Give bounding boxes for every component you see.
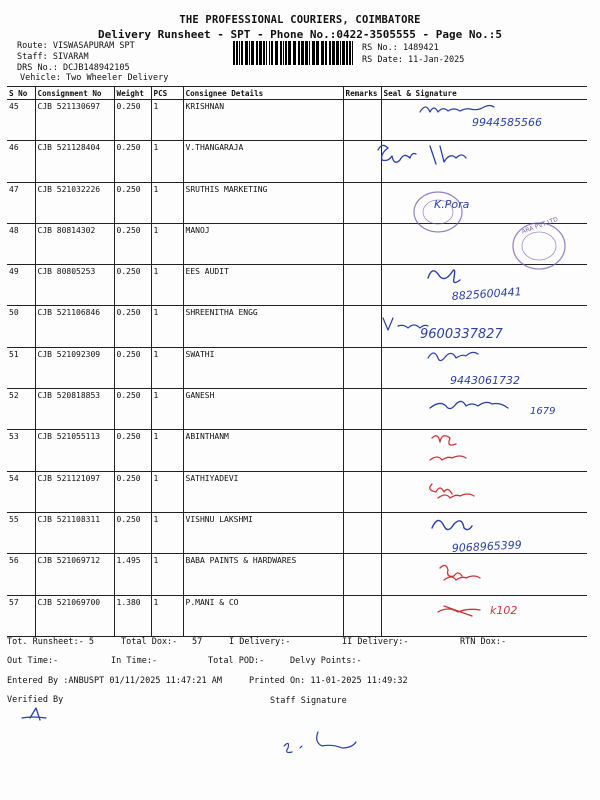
row-consignee: VISHNU LAKSHMI: [183, 512, 343, 553]
table-body: [7, 100, 587, 637]
runsheet-subtitle: Delivery Runsheet - SPT - Phone No.:0422-3505555 - Page No.:5: [98, 28, 502, 41]
row-signature: [381, 512, 587, 553]
ii-delivery: II Delivery:-: [342, 637, 409, 647]
row-remarks: [343, 512, 381, 553]
row-weight: 0.250: [114, 430, 151, 471]
delvy-points: Delvy Points:-: [290, 656, 362, 666]
row-signature: [381, 347, 587, 388]
row-weight: 0.250: [114, 141, 151, 182]
route-label: Route: VISWASAPURAM SPT: [17, 41, 135, 51]
row-consignment-no: CJB 80814302: [35, 223, 114, 264]
column-header: Consignment No: [35, 87, 114, 100]
row-pcs: 1: [151, 430, 183, 471]
drs-number: DRS No.: DCJB148942105: [17, 63, 130, 73]
table-row: [7, 430, 587, 471]
row-consignee: BABA PAINTS & HARDWARES: [183, 554, 343, 595]
table-row: [7, 347, 587, 388]
verified-by-signature: [22, 708, 46, 720]
row-sno: 50: [7, 306, 35, 347]
column-header: Consignee Details: [183, 87, 343, 100]
row-weight: 1.380: [114, 595, 151, 636]
table-row: [7, 554, 587, 595]
row-signature: [381, 100, 587, 141]
row-sno: 48: [7, 223, 35, 264]
entered-by: Entered By :ANBUSPT 01/11/2025 11:47:21 AM: [7, 676, 222, 686]
row-remarks: [343, 389, 381, 430]
column-header: PCS: [151, 87, 183, 100]
phone-row-55: 9068965399: [451, 538, 523, 555]
row-remarks: [343, 223, 381, 264]
runsheet-table: [7, 86, 587, 637]
table-row: [7, 471, 587, 512]
row-pcs: 1: [151, 223, 183, 264]
row-consignment-no: CJB 521069700: [35, 595, 114, 636]
row-remarks: [343, 471, 381, 512]
row-sno: 49: [7, 265, 35, 306]
in-time: In Time:-: [111, 656, 158, 666]
row-consignee: P.MANI & CO: [183, 595, 343, 636]
row-pcs: 1: [151, 595, 183, 636]
row-remarks: [343, 265, 381, 306]
row-signature: [381, 430, 587, 471]
rs-number: RS No.: 1489421: [362, 43, 439, 53]
row-pcs: 1: [151, 471, 183, 512]
row-consignee: SHREENITHA ENGG: [183, 306, 343, 347]
total-dox-label: Total Dox:-: [121, 637, 178, 647]
row-consignee: EES AUDIT: [183, 265, 343, 306]
row-signature: [381, 223, 587, 264]
table-row: [7, 182, 587, 223]
row-consignment-no: CJB 521128404: [35, 141, 114, 182]
row-consignment-no: CJB 521069712: [35, 554, 114, 595]
row-signature: [381, 471, 587, 512]
column-header: Weight: [114, 87, 151, 100]
row-pcs: 1: [151, 554, 183, 595]
column-header: Seal & Signature: [381, 87, 587, 100]
vehicle-label: Vehicle: Two Wheeler Delivery: [20, 73, 169, 83]
note-row-57: k102: [490, 604, 518, 617]
row-sno: 45: [7, 100, 35, 141]
row-remarks: [343, 347, 381, 388]
row-weight: 0.250: [114, 182, 151, 223]
rs-date: RS Date: 11-Jan-2025: [362, 55, 465, 65]
row-consignment-no: CJB 521108311: [35, 512, 114, 553]
staff-signature-label: Staff Signature: [270, 696, 347, 706]
row-pcs: 1: [151, 182, 183, 223]
table-row: [7, 141, 587, 182]
row-weight: 0.250: [114, 223, 151, 264]
row-consignee: SRUTHIS MARKETING: [183, 182, 343, 223]
table-header-row: [7, 87, 587, 100]
row-consignee: ABINTHANM: [183, 430, 343, 471]
row-signature: [381, 265, 587, 306]
row-pcs: 1: [151, 141, 183, 182]
row-sno: 51: [7, 347, 35, 388]
row-weight: 0.250: [114, 265, 151, 306]
row-signature: [381, 595, 587, 636]
row-consignee: V.THANGARAJA: [183, 141, 343, 182]
row-weight: 0.250: [114, 471, 151, 512]
row-weight: 0.250: [114, 100, 151, 141]
row-sno: 52: [7, 389, 35, 430]
total-pod: Total POD:-: [208, 656, 265, 666]
row-pcs: 1: [151, 265, 183, 306]
row-consignee: GANESH: [183, 389, 343, 430]
row-signature: [381, 182, 587, 223]
row-consignment-no: CJB 80805253: [35, 265, 114, 306]
row-sno: 47: [7, 182, 35, 223]
row-consignment-no: CJB 520818853: [35, 389, 114, 430]
stamp-row-48-text: ARA PVT LTD: [520, 215, 560, 236]
row-weight: 1.495: [114, 554, 151, 595]
printed-on: Printed On: 11-01-2025 11:49:32: [249, 676, 408, 686]
barcode-image: [232, 41, 357, 65]
row-consignee: SATHIYADEVI: [183, 471, 343, 512]
row-signature: [381, 306, 587, 347]
row-sno: 55: [7, 512, 35, 553]
row-remarks: [343, 554, 381, 595]
phone-row-52: 1679: [530, 406, 556, 417]
table-row: [7, 595, 587, 636]
row-consignment-no: CJB 521106846: [35, 306, 114, 347]
rtn-dox: RTN Dox:-: [460, 637, 507, 647]
staff-label: Staff: SIVARAM: [17, 52, 89, 62]
row-remarks: [343, 595, 381, 636]
row-remarks: [343, 182, 381, 223]
row-pcs: 1: [151, 100, 183, 141]
row-weight: 0.250: [114, 306, 151, 347]
row-remarks: [343, 306, 381, 347]
row-weight: 0.250: [114, 512, 151, 553]
row-sno: 46: [7, 141, 35, 182]
row-consignment-no: CJB 521055113: [35, 430, 114, 471]
signature-row-47: K.Pora: [434, 198, 470, 211]
row-consignment-no: CJB 521032226: [35, 182, 114, 223]
table-row: [7, 306, 587, 347]
row-sno: 56: [7, 554, 35, 595]
phone-row-51: 9443061732: [450, 374, 520, 387]
out-time: Out Time:-: [7, 656, 59, 666]
row-signature: [381, 554, 587, 595]
company-title: THE PROFESSIONAL COURIERS, COIMBATORE: [179, 14, 421, 26]
phone-row-45: 9944585566: [472, 116, 542, 129]
row-consignment-no: CJB 521130697: [35, 100, 114, 141]
row-sno: 53: [7, 430, 35, 471]
table-row: [7, 512, 587, 553]
total-dox-value: 57: [192, 637, 203, 647]
row-sno: 57: [7, 595, 35, 636]
verified-by: Verified By: [7, 695, 64, 705]
tot-runsheet: Tot. Runsheet:- 5: [7, 637, 94, 647]
table-row: [7, 100, 587, 141]
column-header: S No: [7, 87, 35, 100]
row-weight: 0.250: [114, 347, 151, 388]
row-pcs: 1: [151, 306, 183, 347]
row-consignee: KRISHNAN: [183, 100, 343, 141]
row-consignment-no: CJB 521092309: [35, 347, 114, 388]
i-delivery: I Delivery:-: [229, 637, 291, 647]
row-remarks: [343, 141, 381, 182]
table-row: [7, 223, 587, 264]
row-consignee: MANOJ: [183, 223, 343, 264]
row-sno: 54: [7, 471, 35, 512]
row-signature: [381, 389, 587, 430]
row-weight: 0.250: [114, 389, 151, 430]
row-remarks: [343, 430, 381, 471]
row-pcs: 1: [151, 347, 183, 388]
table-row: [7, 265, 587, 306]
row-consignee: SWATHI: [183, 347, 343, 388]
row-signature: [381, 141, 587, 182]
row-pcs: 1: [151, 512, 183, 553]
phone-row-50: 9600337827: [420, 327, 503, 342]
row-consignment-no: CJB 521121097: [35, 471, 114, 512]
row-pcs: 1: [151, 389, 183, 430]
table-row: [7, 389, 587, 430]
row-remarks: [343, 100, 381, 141]
staff-signature-mark: [284, 732, 356, 753]
column-header: Remarks: [343, 87, 381, 100]
phone-row-49: 8825600441: [451, 285, 523, 303]
